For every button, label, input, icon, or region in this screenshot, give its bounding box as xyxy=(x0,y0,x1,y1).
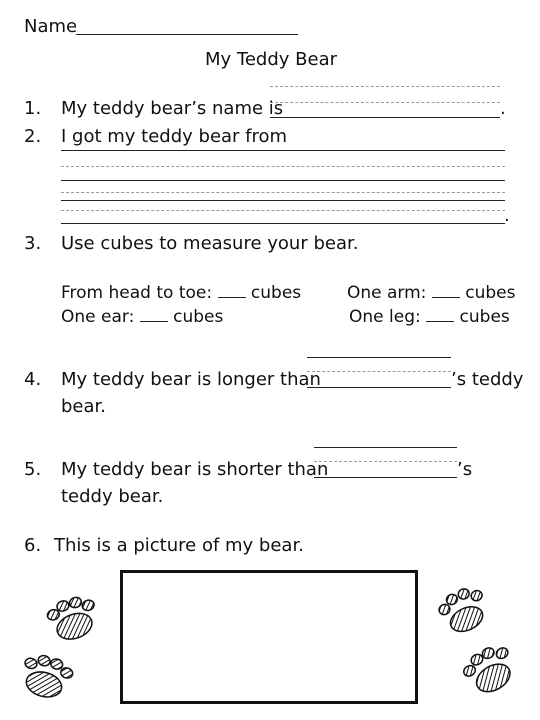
unit-label: cubes xyxy=(250,283,302,303)
question-2-text: I got my teddy bear from xyxy=(61,126,288,147)
paw-print-icon xyxy=(44,596,104,642)
question-3-text: Use cubes to measure your bear. xyxy=(61,233,359,254)
guide-line xyxy=(270,86,500,87)
guide-line xyxy=(270,102,500,103)
guide-line xyxy=(61,166,505,167)
question-4-suffix: ’s teddy xyxy=(451,369,524,390)
guide-line xyxy=(61,210,505,211)
question-5-line-2: teddy bear. xyxy=(61,486,164,507)
bear-drawing-box[interactable] xyxy=(120,570,418,704)
unit-label: cubes xyxy=(459,307,510,327)
paw-print-icon xyxy=(16,654,78,700)
guide-line xyxy=(314,447,457,448)
question-4-line-2: bear. xyxy=(61,396,106,417)
question-5-suffix: ’s xyxy=(457,459,473,480)
question-6-text: This is a picture of my bear. xyxy=(54,535,304,556)
question-number-6: 6. xyxy=(24,535,42,556)
unit-label: cubes xyxy=(465,283,516,303)
one-leg-row xyxy=(349,307,510,327)
origin-field-line-3[interactable] xyxy=(61,200,505,201)
question-1-period: . xyxy=(500,98,506,119)
bear-name-field[interactable] xyxy=(270,117,500,118)
name-label: Name xyxy=(24,16,78,37)
name-field[interactable] xyxy=(76,34,298,35)
one-ear-label: One ear: xyxy=(61,307,135,327)
question-number-3: 3. xyxy=(24,233,42,254)
question-5-text: My teddy bear is shorter than xyxy=(61,459,329,480)
guide-line xyxy=(314,461,457,462)
unit-label: cubes xyxy=(173,307,224,327)
paw-print-icon xyxy=(460,646,522,694)
guide-line xyxy=(61,192,505,193)
question-number-2: 2. xyxy=(24,126,42,147)
question-2-period: . xyxy=(504,205,510,226)
question-number-1: 1. xyxy=(24,98,42,119)
one-arm-row xyxy=(347,283,515,303)
origin-field-line-1[interactable] xyxy=(61,150,505,151)
one-leg-label: One leg: xyxy=(349,307,421,327)
head-to-toe-row xyxy=(61,283,301,303)
shorter-than-field[interactable] xyxy=(314,477,457,478)
one-arm-label: One arm: xyxy=(347,283,427,303)
page-title: My Teddy Bear xyxy=(205,49,337,70)
question-number-5: 5. xyxy=(24,459,42,480)
question-1-text: My teddy bear’s name is xyxy=(61,98,284,119)
paw-print-icon xyxy=(436,588,494,634)
head-to-toe-label: From head to toe: xyxy=(61,283,213,303)
one-leg-field[interactable] xyxy=(426,307,454,322)
one-arm-field[interactable] xyxy=(432,283,460,298)
guide-line xyxy=(307,371,451,372)
question-4-text: My teddy bear is longer than xyxy=(61,369,321,390)
one-ear-field[interactable] xyxy=(140,307,168,322)
head-to-toe-field[interactable] xyxy=(218,283,246,298)
longer-than-field[interactable] xyxy=(307,387,451,388)
guide-line xyxy=(307,357,451,358)
origin-field-line-4[interactable] xyxy=(61,223,505,224)
question-number-4: 4. xyxy=(24,369,42,390)
origin-field-line-2[interactable] xyxy=(61,180,505,181)
one-ear-row xyxy=(61,307,223,327)
